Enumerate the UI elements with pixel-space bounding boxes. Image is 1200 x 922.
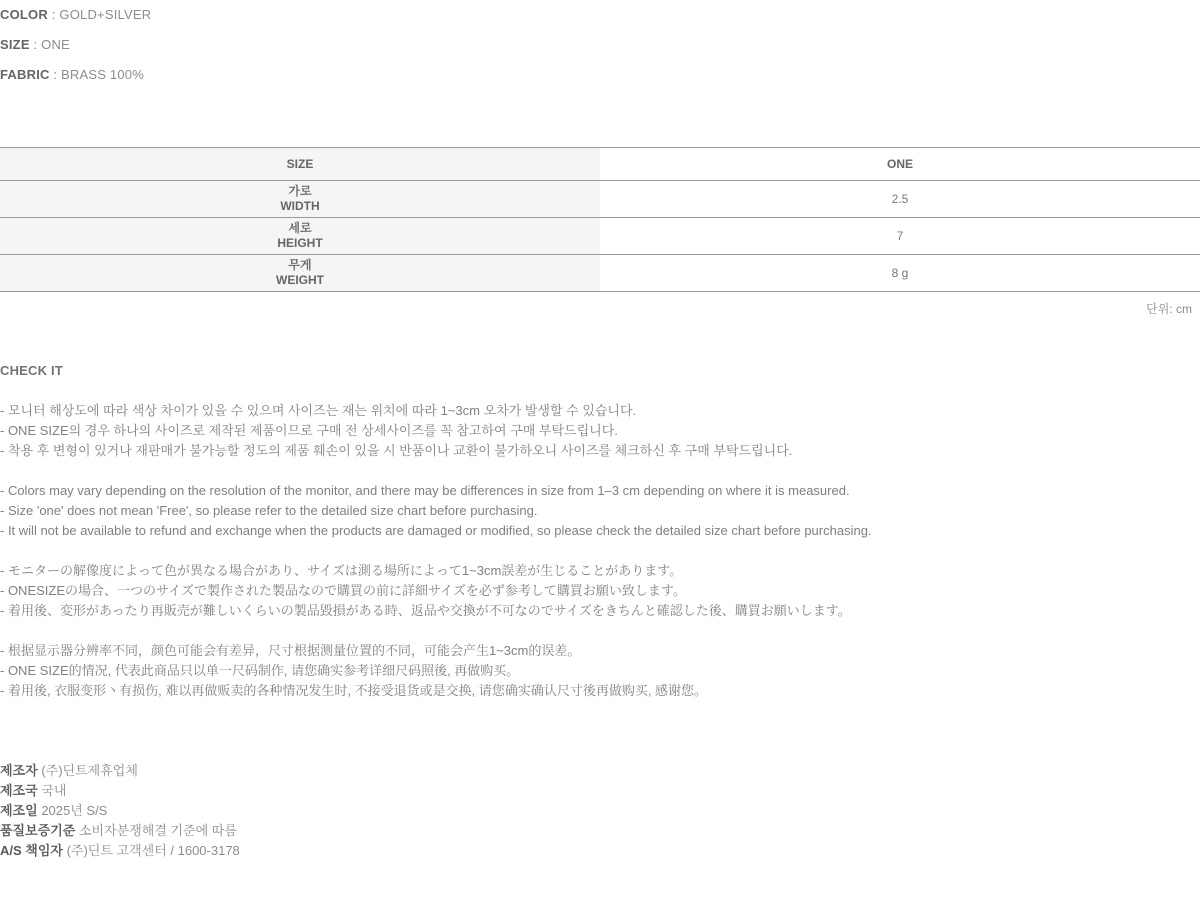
note-line: - 着用後, 衣服变形丶有损伤, 难以再做贩卖的各种情况发生时, 不接受退货或是交换, 请您确实确认尺寸後再做购买, 感谢您。 [0, 683, 708, 698]
spec-fabric-label: FABRIC [0, 67, 50, 82]
spec-separator: : [33, 37, 38, 52]
as-line [0, 841, 1200, 861]
table-row-weight [0, 255, 1200, 292]
date-value: 2025년 S/S [41, 803, 108, 818]
note-line: - 착용 후 변형이 있거나 재판매가 불가능할 정도의 제품 훼손이 있을 시 반품이나 교환이 불가하오니 사이즈를 체크하신 후 구매 부탁드립니다. [0, 443, 793, 458]
manufacturer-info [0, 761, 1200, 861]
row-label-en: WEIGHT [276, 273, 324, 287]
size-table [0, 147, 1200, 292]
as-value: (주)딘트 고객센터 / 1600-3178 [66, 843, 240, 858]
size-table-header-one: ONE [600, 148, 1200, 181]
manufacturer-value: (주)딘트제휴업체 [41, 763, 138, 778]
table-row-height [0, 218, 1200, 255]
note-line: - 着用後、変形があったり再販売が難しいくらいの製品毀損がある時、返品や交換が不可なのでサイズをきちんと確認した後、購買お願いします。 [0, 603, 851, 618]
spec-separator: : [51, 7, 56, 22]
row-label-en: WIDTH [280, 199, 320, 213]
row-label-en: HEIGHT [277, 236, 323, 250]
unit-note: 단위: cm [1146, 302, 1192, 316]
note-line: - ONE SIZE的情况, 代表此商品只以单一尺码制作, 请您确实参考详细尺码照後, 再做购买。 [0, 663, 520, 678]
country-line [0, 781, 1200, 801]
spec-color [0, 0, 1200, 30]
country-label: 제조국 [0, 783, 38, 798]
as-label: A/S 책임자 [0, 843, 63, 858]
date-line [0, 801, 1200, 821]
note-line: - ONESIZEの場合、一つのサイズで製作された製品なので購買の前に詳細サイズを必ず参考して購買お願い致します。 [0, 583, 686, 598]
country-value: 국내 [41, 783, 67, 798]
row-value-weight: 8 g [600, 255, 1200, 292]
note-line: - モニターの解像度によって色が異なる場合があり、サイズは測る場所によって1~3cm誤差が生じることがあります。 [0, 563, 683, 578]
spec-separator: : [53, 67, 58, 82]
note-line: - Colors may vary depending on the resolution of the monitor, and there may be differences in size from 1–3 cm depending on where it is measured. [0, 483, 850, 498]
row-value-width: 2.5 [600, 181, 1200, 218]
spec-size-label: SIZE [0, 37, 30, 52]
row-label-ko: 무게 [288, 258, 312, 272]
manufacturer-line [0, 761, 1200, 781]
row-label-height [0, 218, 600, 255]
warranty-value: 소비자분쟁해결 기준에 따름 [78, 823, 237, 838]
row-value-height: 7 [600, 218, 1200, 255]
row-label-weight [0, 255, 600, 292]
note-line: - Size 'one' does not mean 'Free', so please refer to the detailed size chart before purchasing. [0, 503, 538, 518]
note-line: - 根据显示器分辨率不同，颜色可能会有差异，尺寸根据测量位置的不同，可能会产生1~3cm的误差。 [0, 643, 581, 658]
row-label-width [0, 181, 600, 218]
date-label: 제조일 [0, 803, 38, 818]
spec-color-label: COLOR [0, 7, 48, 22]
size-table-header-size: SIZE [0, 148, 600, 181]
manufacturer-label: 제조자 [0, 763, 38, 778]
spec-size [0, 30, 1200, 60]
row-label-ko: 가로 [288, 184, 312, 198]
check-it-section [0, 361, 1200, 701]
spec-fabric-value: BRASS 100% [61, 67, 144, 82]
spec-color-value: GOLD+SILVER [59, 7, 152, 22]
note-line: - It will not be available to refund and exchange when the products are damaged or modified, so please check the detailed size chart before purchasing. [0, 523, 872, 538]
table-row-width [0, 181, 1200, 218]
product-specs [0, 0, 1200, 90]
check-it-heading: CHECK IT [0, 363, 63, 378]
spec-fabric [0, 60, 1200, 90]
row-label-ko: 세로 [288, 221, 312, 235]
note-line: - ONE SIZE의 경우 하나의 사이즈로 제작된 제품이므로 구매 전 상세사이즈를 꼭 참고하여 구매 부탁드립니다. [0, 423, 618, 438]
spec-size-value: ONE [41, 37, 70, 52]
warranty-label: 품질보증기준 [0, 823, 76, 838]
warranty-line [0, 821, 1200, 841]
note-line: - 모니터 해상도에 따라 색상 차이가 있을 수 있으며 사이즈는 재는 위치에 따라 1~3cm 오차가 발생할 수 있습니다. [0, 403, 637, 418]
size-table-header-row [0, 148, 1200, 181]
